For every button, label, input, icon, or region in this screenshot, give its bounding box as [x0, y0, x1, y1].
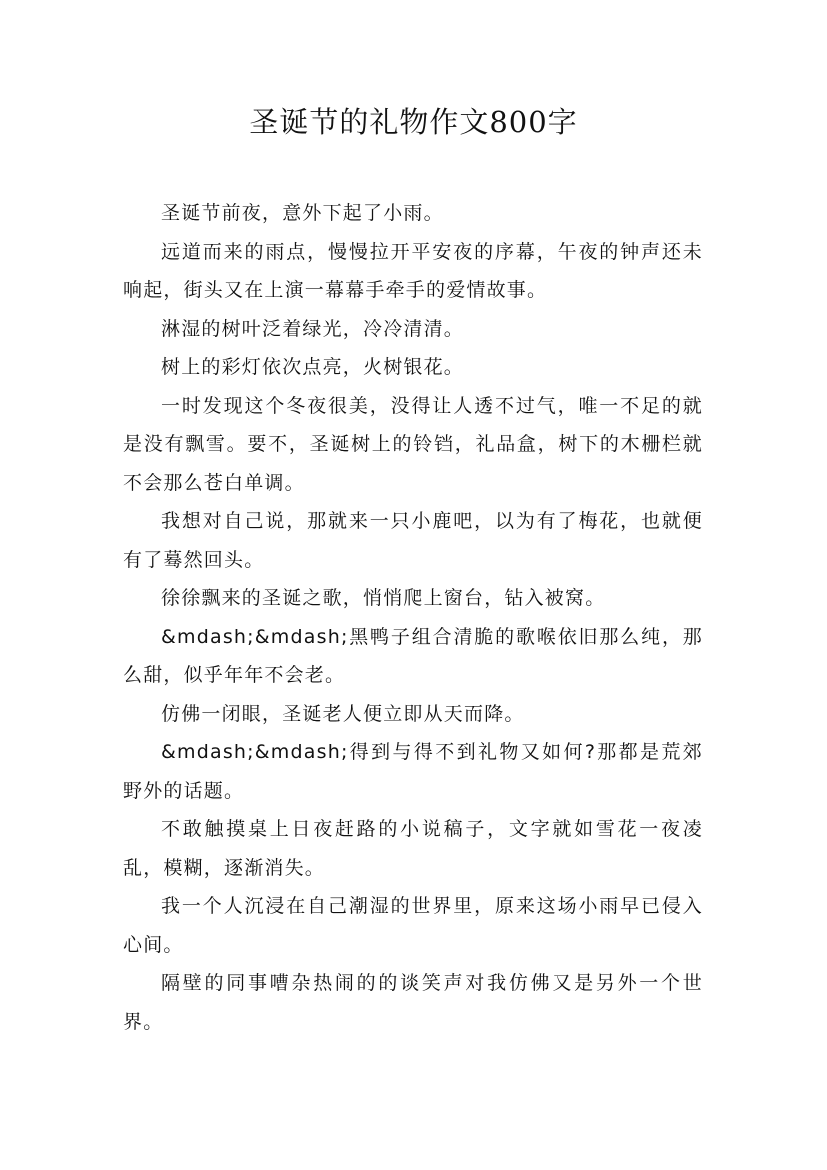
paragraph: 徐徐飘来的圣诞之歌，悄悄爬上窗台，钻入被窝。 [161, 587, 606, 609]
paragraph: 我想对自己说，那就来一只小鹿吧，以为有了梅花，也就便有了蓦然回头。 [123, 510, 703, 571]
paragraph: 一时发现这个冬夜很美，没得让人透不过气，唯一不足的就是没有飘雪。要不，圣诞树上的铃铛，礼品盒，树下的木栅栏就不会那么苍白单调。 [123, 394, 703, 494]
paragraph: 淋湿的树叶泛着绿光，冷冷清清。 [161, 317, 465, 340]
paragraph: 远道而来的雨点，慢慢拉开平安夜的序幕，午夜的钟声还未响起，街头又在上演一幕幕手牵手的爱情故事。 [123, 240, 703, 301]
document-title: 圣诞节的礼物作文800字 [249, 105, 578, 139]
paragraph: 不敢触摸桌上日夜赶路的小说稿子，文字就如雪花一夜凌乱，模糊，逐渐消失。 [123, 818, 703, 879]
paragraph: &mdash;&mdash;黑鸭子组合清脆的歌喉依旧那么纯，那么甜，似乎年年不会老。 [123, 625, 703, 686]
document-body [123, 194, 703, 1041]
paragraph: 隔壁的同事嘈杂热闹的的谈笑声对我仿佛又是另外一个世界。 [123, 972, 703, 1033]
paragraph: 仿佛一闭眼，圣诞老人便立即从天而降。 [161, 702, 525, 725]
paragraph: 圣诞节前夜，意外下起了小雨。 [161, 202, 444, 224]
paragraph: 我一个人沉浸在自己潮湿的世界里，原来这场小雨早已侵入心间。 [123, 895, 703, 956]
paragraph: 树上的彩灯依次点亮，火树银花。 [161, 356, 465, 378]
paragraph: &mdash;&mdash;得到与得不到礼物又如何?那都是荒郊野外的话题。 [123, 741, 703, 802]
